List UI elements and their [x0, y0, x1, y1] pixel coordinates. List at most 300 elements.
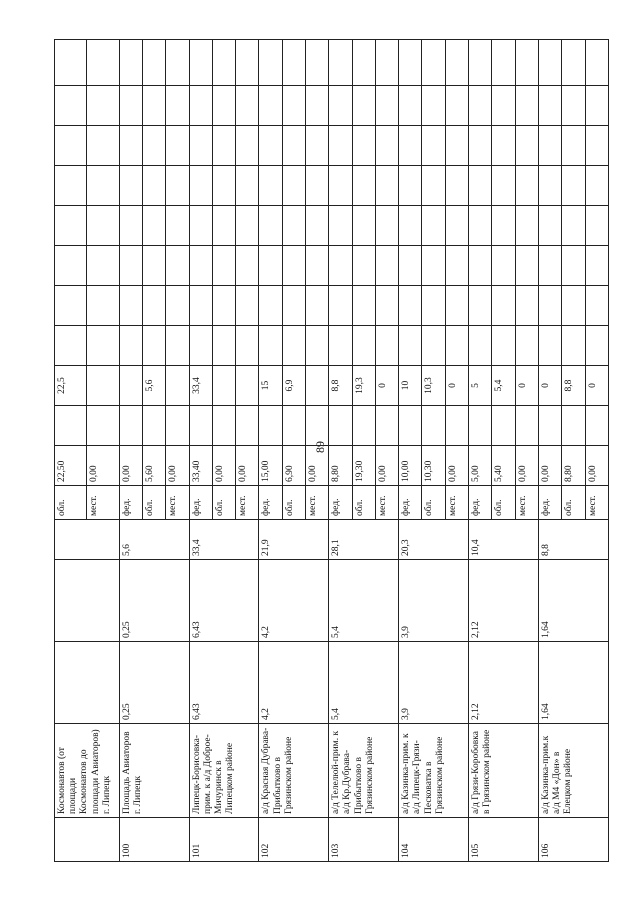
empty-cell [236, 86, 259, 126]
empty-cell [399, 206, 422, 246]
empty-cell [422, 326, 445, 366]
empty-cell [538, 206, 561, 246]
funding-type: обл. [55, 486, 87, 520]
empty-cell [305, 86, 328, 126]
empty-cell [119, 166, 142, 206]
empty-cell [422, 206, 445, 246]
empty-cell [562, 286, 585, 326]
empty-cell [399, 126, 422, 166]
empty-cell [236, 246, 259, 286]
empty-cell [87, 406, 119, 446]
empty-cell [469, 286, 492, 326]
empty-cell [492, 286, 515, 326]
empty-cell [422, 406, 445, 446]
empty-cell [422, 286, 445, 326]
empty-cell [329, 206, 352, 246]
length-total: 3,9 [399, 642, 469, 724]
empty-cell [166, 166, 189, 206]
empty-cell [422, 166, 445, 206]
funding-type: мест. [305, 486, 328, 520]
funding-value: 0,00 [166, 446, 189, 486]
empty-cell [515, 286, 538, 326]
empty-cell [538, 326, 561, 366]
empty-cell [445, 206, 468, 246]
empty-cell [445, 406, 468, 446]
empty-cell [399, 286, 422, 326]
empty-cell [375, 406, 398, 446]
length-total: 6,43 [189, 642, 259, 724]
empty-cell [352, 166, 375, 206]
empty-cell [142, 86, 165, 126]
funding-value: 0,00 [236, 446, 259, 486]
empty-cell [166, 126, 189, 166]
funding-type: обл. [562, 486, 585, 520]
funding-value: 6,90 [282, 446, 305, 486]
length-repair: 4,2 [259, 560, 329, 642]
row-number: 102 [259, 818, 329, 862]
cost-total: 10,4 [469, 520, 539, 560]
empty-cell [166, 246, 189, 286]
empty-cell [142, 166, 165, 206]
period-value: 0 [515, 366, 538, 406]
empty-cell [538, 40, 561, 86]
empty-cell [515, 206, 538, 246]
road-name: Площадь Авиаторов г. Липецк [119, 724, 189, 818]
length-repair: 6,43 [189, 560, 259, 642]
empty-cell [375, 286, 398, 326]
empty-cell [399, 166, 422, 206]
empty-cell [87, 86, 119, 126]
funding-type: фед. [329, 486, 352, 520]
table-row [329, 40, 352, 862]
period-value: 0 [375, 366, 398, 406]
funding-type: мест. [515, 486, 538, 520]
empty-cell [282, 406, 305, 446]
empty-cell [305, 326, 328, 366]
empty-cell [445, 326, 468, 366]
funding-type: обл. [352, 486, 375, 520]
period-value [87, 366, 119, 406]
empty-cell [189, 86, 212, 126]
empty-cell [515, 40, 538, 86]
empty-cell [585, 286, 608, 326]
empty-cell [329, 326, 352, 366]
empty-cell [399, 40, 422, 86]
empty-cell [166, 40, 189, 86]
empty-cell [212, 86, 235, 126]
empty-cell [305, 206, 328, 246]
period-value: 0 [538, 366, 561, 406]
empty-cell [305, 286, 328, 326]
row-number: 104 [399, 818, 469, 862]
empty-cell [538, 246, 561, 286]
road-name: а/д Казинка-прим. к а/д Липецк-Грязи-Песковатка в Грязинском районе [399, 724, 469, 818]
funding-value: 5,40 [492, 446, 515, 486]
empty-cell [189, 126, 212, 166]
road-name: Липецк-Борисовка-прим. к а/д Доброе-Мичуринск в Липецком районе [189, 724, 259, 818]
empty-cell [352, 286, 375, 326]
road-name: а/д Красная Дубрава-Прибытково в Грязинском районе [259, 724, 329, 818]
empty-cell [87, 40, 119, 86]
funding-type: мест. [87, 486, 119, 520]
empty-cell [55, 206, 87, 246]
empty-cell [212, 166, 235, 206]
empty-cell [352, 40, 375, 86]
empty-cell [562, 166, 585, 206]
empty-cell [422, 126, 445, 166]
empty-cell [585, 326, 608, 366]
empty-cell [352, 86, 375, 126]
empty-cell [422, 86, 445, 126]
empty-cell [55, 246, 87, 286]
empty-cell [492, 246, 515, 286]
funding-type: фед. [469, 486, 492, 520]
empty-cell [236, 326, 259, 366]
empty-cell [585, 126, 608, 166]
funding-value: 33,40 [189, 446, 212, 486]
table-row [55, 40, 87, 862]
empty-cell [515, 246, 538, 286]
cost-total: 5,6 [119, 520, 189, 560]
empty-cell [585, 86, 608, 126]
empty-cell [142, 326, 165, 366]
empty-cell [236, 206, 259, 246]
empty-cell [259, 286, 282, 326]
empty-cell [55, 406, 87, 446]
period-value: 6,9 [282, 366, 305, 406]
length-repair: 2,12 [469, 560, 539, 642]
funding-value: 8,80 [329, 446, 352, 486]
empty-cell [305, 246, 328, 286]
empty-cell [55, 166, 87, 206]
empty-cell [166, 406, 189, 446]
empty-cell [87, 286, 119, 326]
empty-cell [538, 126, 561, 166]
empty-cell [55, 40, 87, 86]
length-total: 2,12 [469, 642, 539, 724]
empty-cell [445, 126, 468, 166]
empty-cell [399, 246, 422, 286]
empty-cell [87, 166, 119, 206]
empty-cell [445, 246, 468, 286]
funding-type: обл. [212, 486, 235, 520]
funding-value: 0,00 [119, 446, 142, 486]
row-number: 106 [538, 818, 608, 862]
funding-value: 0,00 [538, 446, 561, 486]
empty-cell [375, 326, 398, 366]
empty-cell [259, 86, 282, 126]
row-number: 100 [119, 818, 189, 862]
length-total: 1,64 [538, 642, 608, 724]
table-row [538, 40, 561, 862]
empty-cell [259, 326, 282, 366]
length-repair: 0,25 [119, 560, 189, 642]
empty-cell [422, 246, 445, 286]
funding-value: 10,00 [399, 446, 422, 486]
empty-cell [142, 406, 165, 446]
empty-cell [492, 166, 515, 206]
period-value: 8,8 [562, 366, 585, 406]
empty-cell [399, 86, 422, 126]
cost-total: 21,9 [259, 520, 329, 560]
cost-total: 28,1 [329, 520, 399, 560]
funding-value: 0,00 [445, 446, 468, 486]
funding-value: 22,50 [55, 446, 87, 486]
funding-value: 10,30 [422, 446, 445, 486]
empty-cell [87, 206, 119, 246]
cost-total [55, 520, 120, 560]
empty-cell [142, 246, 165, 286]
empty-cell [329, 406, 352, 446]
empty-cell [538, 166, 561, 206]
row-number: 103 [329, 818, 399, 862]
empty-cell [445, 286, 468, 326]
length-cell [55, 642, 120, 724]
empty-cell [282, 166, 305, 206]
empty-cell [282, 40, 305, 86]
empty-cell [329, 166, 352, 206]
period-value: 5,6 [142, 366, 165, 406]
row-number: 105 [469, 818, 539, 862]
empty-cell [119, 406, 142, 446]
table-row [119, 40, 142, 862]
empty-cell [236, 126, 259, 166]
cost-total: 33,4 [189, 520, 259, 560]
empty-cell [236, 166, 259, 206]
empty-cell [399, 406, 422, 446]
road-name: а/д Казинка-прим.к а/д М4 «Дон» в Елецком районе [538, 724, 608, 818]
empty-cell [142, 286, 165, 326]
empty-cell [282, 86, 305, 126]
empty-cell [282, 326, 305, 366]
empty-cell [329, 246, 352, 286]
rotated-table-frame [54, 40, 609, 862]
empty-cell [189, 406, 212, 446]
empty-cell [329, 286, 352, 326]
empty-cell [445, 40, 468, 86]
empty-cell [55, 86, 87, 126]
period-value: 5 [469, 366, 492, 406]
empty-cell [282, 126, 305, 166]
empty-cell [282, 286, 305, 326]
empty-cell [375, 86, 398, 126]
empty-cell [492, 406, 515, 446]
empty-cell [352, 406, 375, 446]
empty-cell [538, 406, 561, 446]
period-value: 15 [259, 366, 282, 406]
empty-cell [515, 166, 538, 206]
funding-type: мест. [375, 486, 398, 520]
empty-cell [87, 326, 119, 366]
empty-cell [445, 166, 468, 206]
period-value: 0 [585, 366, 608, 406]
empty-cell [119, 206, 142, 246]
empty-cell [492, 326, 515, 366]
period-value [212, 366, 235, 406]
empty-cell [492, 86, 515, 126]
table-row [259, 40, 282, 862]
funding-value: 15,00 [259, 446, 282, 486]
length-total: 0,25 [119, 642, 189, 724]
funding-type: мест. [236, 486, 259, 520]
empty-cell [585, 406, 608, 446]
empty-cell [236, 40, 259, 86]
funding-value: 0,00 [305, 446, 328, 486]
table-row [469, 40, 492, 862]
funding-value: 0,00 [585, 446, 608, 486]
empty-cell [562, 86, 585, 126]
period-value: 5,4 [492, 366, 515, 406]
empty-cell [492, 206, 515, 246]
funding-type: мест. [585, 486, 608, 520]
empty-cell [538, 286, 561, 326]
funding-type: фед. [119, 486, 142, 520]
row-number: 101 [189, 818, 259, 862]
empty-cell [329, 86, 352, 126]
empty-cell [259, 126, 282, 166]
empty-cell [259, 406, 282, 446]
empty-cell [585, 206, 608, 246]
empty-cell [352, 246, 375, 286]
page-number: 89 [313, 441, 327, 453]
empty-cell [189, 40, 212, 86]
empty-cell [212, 406, 235, 446]
empty-cell [305, 40, 328, 86]
empty-cell [329, 126, 352, 166]
empty-cell [189, 166, 212, 206]
length-repair: 5,4 [329, 560, 399, 642]
funding-value: 0,00 [87, 446, 119, 486]
road-name: Космонавтов (от площади Космонавтов до площади Авиаторов) г. Липецк [55, 724, 120, 818]
empty-cell [469, 246, 492, 286]
period-value: 33,4 [189, 366, 212, 406]
empty-cell [585, 40, 608, 86]
period-value [305, 366, 328, 406]
funding-value: 0,00 [515, 446, 538, 486]
empty-cell [259, 166, 282, 206]
empty-cell [469, 166, 492, 206]
empty-cell [538, 86, 561, 126]
period-value: 10,3 [422, 366, 445, 406]
empty-cell [585, 166, 608, 206]
length-repair: 3,9 [399, 560, 469, 642]
table-body [55, 40, 609, 862]
empty-cell [375, 166, 398, 206]
empty-cell [189, 246, 212, 286]
empty-cell [469, 40, 492, 86]
length-cell [55, 560, 120, 642]
empty-cell [515, 86, 538, 126]
funding-value: 5,60 [142, 446, 165, 486]
empty-cell [212, 126, 235, 166]
table-row [189, 40, 212, 862]
empty-cell [515, 326, 538, 366]
rotated-table [54, 40, 609, 862]
period-value [236, 366, 259, 406]
period-value: 8,8 [329, 366, 352, 406]
empty-cell [166, 206, 189, 246]
empty-cell [469, 86, 492, 126]
cost-total: 20,3 [399, 520, 469, 560]
empty-cell [492, 126, 515, 166]
empty-cell [166, 326, 189, 366]
empty-cell [142, 40, 165, 86]
road-name: а/д Грязи-Коробовка в Грязинском районе [469, 724, 539, 818]
empty-cell [212, 40, 235, 86]
period-value [166, 366, 189, 406]
funding-type: мест. [166, 486, 189, 520]
empty-cell [212, 206, 235, 246]
empty-cell [212, 326, 235, 366]
period-value: 0 [445, 366, 468, 406]
empty-cell [55, 326, 87, 366]
period-value: 22,5 [55, 366, 87, 406]
empty-cell [515, 406, 538, 446]
empty-cell [189, 286, 212, 326]
empty-cell [119, 326, 142, 366]
period-value: 19,3 [352, 366, 375, 406]
empty-cell [282, 246, 305, 286]
empty-cell [305, 406, 328, 446]
length-total: 5,4 [329, 642, 399, 724]
empty-cell [562, 40, 585, 86]
empty-cell [212, 286, 235, 326]
empty-cell [375, 40, 398, 86]
empty-cell [55, 286, 87, 326]
empty-cell [259, 246, 282, 286]
empty-cell [492, 40, 515, 86]
funding-type: обл. [282, 486, 305, 520]
empty-cell [55, 126, 87, 166]
funding-value: 0,00 [375, 446, 398, 486]
empty-cell [142, 126, 165, 166]
empty-cell [469, 326, 492, 366]
empty-cell [119, 246, 142, 286]
empty-cell [375, 246, 398, 286]
empty-cell [236, 286, 259, 326]
funding-type: фед. [538, 486, 561, 520]
empty-cell [119, 126, 142, 166]
empty-cell [562, 246, 585, 286]
empty-cell [166, 286, 189, 326]
empty-cell [562, 406, 585, 446]
row-number [55, 818, 120, 862]
empty-cell [445, 86, 468, 126]
empty-cell [119, 40, 142, 86]
funding-type: обл. [422, 486, 445, 520]
funding-type: фед. [189, 486, 212, 520]
funding-type: обл. [492, 486, 515, 520]
empty-cell [375, 206, 398, 246]
empty-cell [259, 40, 282, 86]
cost-total: 8,8 [538, 520, 608, 560]
empty-cell [87, 126, 119, 166]
funding-value: 8,80 [562, 446, 585, 486]
empty-cell [119, 86, 142, 126]
empty-cell [375, 126, 398, 166]
empty-cell [422, 40, 445, 86]
road-name: а/д Телелюй-прим. к а/д Кр.Дубрава-Прибытково в Грязинском районе [329, 724, 399, 818]
empty-cell [469, 206, 492, 246]
empty-cell [469, 406, 492, 446]
funding-type: фед. [399, 486, 422, 520]
empty-cell [282, 206, 305, 246]
empty-cell [329, 40, 352, 86]
period-value [119, 366, 142, 406]
empty-cell [119, 286, 142, 326]
empty-cell [189, 326, 212, 366]
empty-cell [142, 206, 165, 246]
